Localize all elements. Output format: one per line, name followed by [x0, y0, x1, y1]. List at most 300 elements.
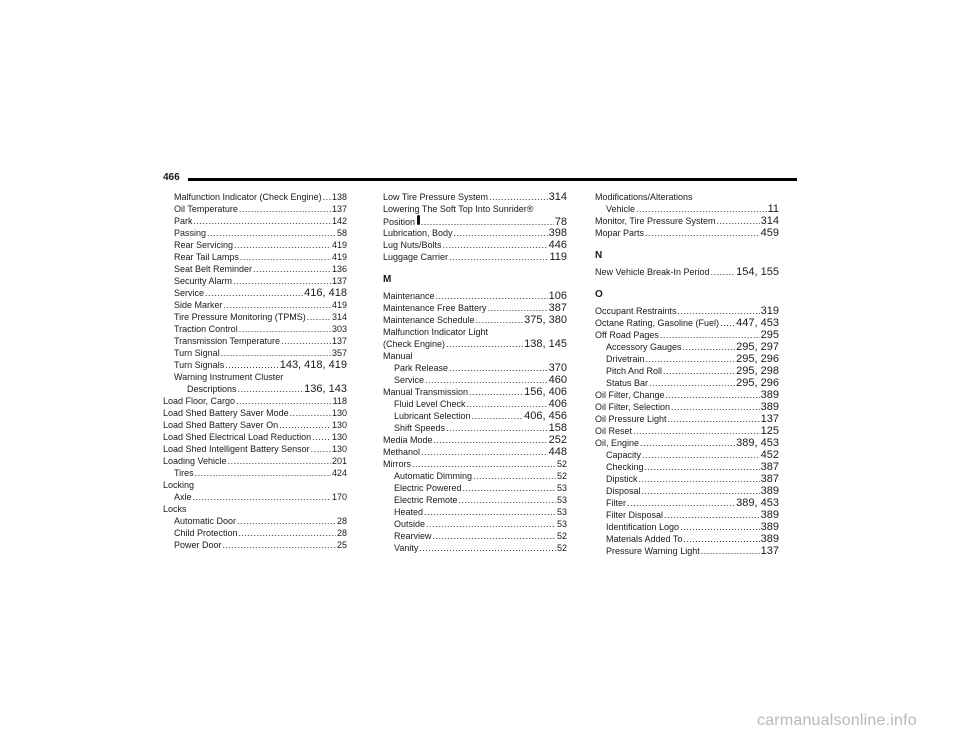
- index-entry-label: Pressure Warning Light: [606, 546, 700, 556]
- index-entry-page: 387: [760, 473, 779, 485]
- leader-dots: [412, 458, 556, 470]
- index-entry: [595, 317, 779, 329]
- index-entry-label: Drivetrain: [606, 354, 645, 364]
- index-entry-label: Traction Control: [174, 324, 238, 334]
- index-entry: [383, 227, 567, 239]
- index-entry: [595, 329, 779, 341]
- index-entry-page: 119: [549, 251, 567, 263]
- leader-dots: [627, 497, 735, 509]
- index-entry: [383, 470, 567, 482]
- index-entry-label: Rear Tail Lamps: [174, 252, 239, 262]
- index-entry: [595, 305, 779, 317]
- leader-dots: [223, 539, 336, 551]
- index-entry: [595, 227, 779, 239]
- index-entry: [163, 407, 347, 419]
- index-column-1: [163, 191, 347, 551]
- index-entry-page: 136: [331, 264, 347, 274]
- index-entry-page: 78: [554, 216, 567, 228]
- index-entry-page: 319: [760, 305, 779, 317]
- index-entry: [163, 275, 347, 287]
- index-entry-label: Warning Instrument Cluster: [174, 372, 284, 382]
- index-entry-label: Fluid Level Check: [394, 399, 466, 409]
- index-entry-page: 314: [760, 215, 779, 227]
- index-entry: [383, 251, 567, 263]
- index-entry: [595, 473, 779, 485]
- index-entry-page: 375, 380: [524, 314, 567, 326]
- leader-dots: [664, 509, 760, 521]
- index-entry: [163, 239, 347, 251]
- index-entry: [595, 545, 779, 557]
- index-entry: [595, 485, 779, 497]
- index-entry: [163, 383, 347, 395]
- index-entry-label: Manual: [383, 351, 413, 361]
- index-entry-page: 142: [331, 216, 347, 226]
- leader-dots: [279, 419, 331, 431]
- leader-dots: [233, 275, 331, 287]
- index-entry-label: Materials Added To: [606, 534, 683, 544]
- index-entry-page: 52: [556, 471, 567, 481]
- index-entry-page: 130: [331, 408, 347, 418]
- index-entry: [383, 458, 567, 470]
- index-entry-page: 137: [331, 336, 347, 346]
- leader-dots: [683, 533, 759, 545]
- index-entry: [383, 350, 567, 362]
- index-entry-label: Side Marker: [174, 300, 223, 310]
- index-entry-page: 389: [760, 401, 779, 413]
- index-entry: [163, 263, 347, 275]
- index-entry-label: Off Road Pages: [595, 330, 659, 340]
- index-entry-label: Octane Rating, Gasoline (Fuel): [595, 318, 720, 328]
- leader-dots: [224, 299, 331, 311]
- index-entry: [595, 191, 779, 203]
- index-entry: [383, 434, 567, 446]
- leader-dots: [717, 215, 760, 227]
- index-entry: [163, 251, 347, 263]
- leader-dots: [237, 515, 336, 527]
- index-entry-label: Power Door: [174, 540, 222, 550]
- index-entry: [383, 302, 567, 314]
- index-entry: [163, 419, 347, 431]
- index-entry-page: 419: [331, 252, 347, 262]
- index-entry: [163, 299, 347, 311]
- index-entry-label: Checking: [606, 462, 644, 472]
- leader-dots: [683, 341, 736, 353]
- index-entry-page: 118: [332, 396, 347, 406]
- index-entry: [595, 533, 779, 545]
- index-entry-page: 447, 453: [736, 317, 779, 329]
- leader-dots: [239, 203, 331, 215]
- index-entry-label: Oil, Engine: [595, 438, 640, 448]
- index-entry-label: Locks: [163, 504, 187, 514]
- leader-dots: [239, 527, 336, 539]
- index-entry-label: Manual Transmission: [383, 387, 469, 397]
- index-entry-page: 130: [331, 420, 347, 430]
- index-entry-label: Load Floor, Cargo: [163, 396, 236, 406]
- index-entry-page: 53: [556, 483, 567, 493]
- index-entry: [163, 395, 347, 407]
- index-entry: [383, 446, 567, 458]
- index-entry: [595, 203, 779, 215]
- index-entry-label: Locking: [163, 480, 195, 490]
- index-entry-label: Security Alarm: [174, 276, 233, 286]
- leader-dots: [419, 542, 556, 554]
- index-entry-label: Electric Remote: [394, 495, 458, 505]
- leader-dots: [436, 290, 548, 302]
- leader-dots: [424, 506, 556, 518]
- index-entry-label: Monitor, Tire Pressure System: [595, 216, 716, 226]
- index-section-letter: O: [595, 289, 603, 300]
- index-entry-label: Oil Filter, Selection: [595, 402, 671, 412]
- index-entry-page: 138: [331, 192, 347, 202]
- index-entry-page: 53: [556, 507, 567, 517]
- index-entry-page: 28: [336, 528, 347, 538]
- index-entry: [383, 530, 567, 542]
- leader-dots: [236, 395, 332, 407]
- leader-dots: [234, 239, 331, 251]
- index-entry-page: 406, 456: [524, 410, 567, 422]
- index-section-letter: M: [383, 274, 392, 285]
- index-entry: [595, 215, 779, 227]
- index-entry-page: 138, 145: [524, 338, 567, 350]
- watermark: carmanualsonline.info: [757, 712, 917, 729]
- index-entry: [163, 335, 347, 347]
- index-entry: [383, 215, 567, 227]
- index-entry: [383, 410, 567, 422]
- index-entry-label: Park Release: [394, 363, 449, 373]
- index-entry: [383, 542, 567, 554]
- index-entry-page: 53: [556, 519, 567, 529]
- index-entry: [383, 290, 567, 302]
- index-entry-page: 387: [548, 302, 567, 314]
- index-entry-label: Service: [174, 288, 205, 298]
- index-entry-label: Low Tire Pressure System: [383, 192, 489, 202]
- leader-dots: [425, 374, 548, 386]
- leader-dots: [290, 407, 331, 419]
- index-entry-page: 11: [767, 203, 779, 215]
- index-entry-label: Loading Vehicle: [163, 456, 227, 466]
- index-entry-label: Tires: [174, 468, 194, 478]
- leader-dots: [701, 545, 760, 557]
- index-entry-label: Maintenance Schedule: [383, 315, 475, 325]
- index-entry-label: Transmission Temperature: [174, 336, 281, 346]
- index-entry-label: Filter: [606, 498, 626, 508]
- index-entry-label: Turn Signals: [174, 360, 225, 370]
- index-entry-label: Mopar Parts: [595, 228, 645, 238]
- index-entry-label: Outside: [394, 519, 426, 529]
- index-entry: [595, 389, 779, 401]
- leader-dots: [205, 287, 303, 299]
- index-entry: [163, 539, 347, 551]
- index-entry: [163, 431, 347, 443]
- index-entry: [595, 425, 779, 437]
- index-entry: [163, 503, 347, 515]
- index-entry-page: 295, 296: [736, 353, 779, 365]
- leader-dots: [253, 263, 331, 275]
- index-entry-label: Mirrors: [383, 459, 411, 469]
- index-entry-label: Position: [383, 217, 416, 227]
- index-entry: [383, 374, 567, 386]
- index-entry: [595, 401, 779, 413]
- index-entry: [595, 353, 779, 365]
- index-entry-page: 389, 453: [736, 497, 779, 509]
- index-entry-label: Service: [394, 375, 425, 385]
- leader-dots: [633, 425, 760, 437]
- index-entry-page: 25: [336, 540, 347, 550]
- index-entry: [163, 287, 347, 299]
- index-entry-label: Accessory Gauges: [606, 342, 682, 352]
- index-entry: [595, 449, 779, 461]
- index-entry-page: 406: [548, 398, 567, 410]
- index-entry-page: 398: [548, 227, 567, 239]
- index-entry-label: Lug Nuts/Bolts: [383, 240, 442, 250]
- index-entry-page: 58: [336, 228, 347, 238]
- index-entry-page: 446: [548, 239, 567, 251]
- leader-dots: [642, 485, 760, 497]
- index-entry-page: 143, 418, 419: [279, 359, 347, 371]
- index-entry-label: Electric Powered: [394, 483, 462, 493]
- leader-dots: [489, 191, 548, 203]
- index-entry-label: Turn Signal: [174, 348, 220, 358]
- leader-dots: [446, 422, 548, 434]
- leader-dots: [663, 365, 735, 377]
- index-entry-label: Maintenance: [383, 291, 435, 301]
- index-entry: [163, 479, 347, 491]
- leader-dots: [473, 470, 556, 482]
- index-entry: [383, 338, 567, 350]
- index-entry-label: Disposal: [606, 486, 641, 496]
- leader-dots: [195, 467, 331, 479]
- leader-dots: [678, 305, 760, 317]
- index-entry: [595, 497, 779, 509]
- leader-dots: [449, 362, 548, 374]
- index-entry: [595, 266, 779, 278]
- index-entry: [595, 521, 779, 533]
- index-entry-label: Pitch And Roll: [606, 366, 663, 376]
- index-entry: [163, 515, 347, 527]
- index-entry-label: Descriptions: [187, 384, 237, 394]
- index-entry-label: Lubricant Selection: [394, 411, 471, 421]
- index-entry-page: 52: [556, 531, 567, 541]
- leader-dots: [668, 413, 760, 425]
- leader-dots: [323, 191, 331, 203]
- index-entry-label: Malfunction Indicator (Check Engine): [174, 192, 322, 202]
- index-entry: [383, 362, 567, 374]
- index-entry-label: Lowering The Soft Top Into Sunrider®: [383, 204, 534, 214]
- leader-dots: [459, 494, 556, 506]
- leader-dots: [639, 473, 760, 485]
- leader-dots: [238, 383, 304, 395]
- index-entry-label: Modifications/Alterations: [595, 192, 693, 202]
- index-entry-page: 106: [548, 290, 567, 302]
- index-entry-label: Load Shed Electrical Load Reduction: [163, 432, 312, 442]
- index-entry-page: 52: [556, 543, 567, 553]
- index-entry-label: Tire Pressure Monitoring (TPMS): [174, 312, 306, 322]
- index-entry-page: 137: [331, 276, 347, 286]
- index-entry-label: Vanity: [394, 543, 419, 553]
- index-entry: [163, 347, 347, 359]
- leader-dots: [666, 389, 760, 401]
- index-entry-label: Load Shed Battery Saver On: [163, 420, 279, 430]
- leader-dots: [680, 521, 760, 533]
- leader-dots: [636, 203, 767, 215]
- index-entry-page: 130: [331, 432, 347, 442]
- index-entry-page: 137: [760, 545, 779, 557]
- leader-dots: [720, 317, 735, 329]
- index-column-2: [383, 191, 567, 554]
- index-entry-page: 460: [548, 374, 567, 386]
- index-entry: [383, 239, 567, 251]
- leader-dots: [228, 455, 331, 467]
- index-entry-page: 137: [331, 204, 347, 214]
- leader-dots: [454, 227, 548, 239]
- index-entry: [595, 377, 779, 389]
- index-entry-label: Lubrication, Body: [383, 228, 453, 238]
- index-entry-label: Occupant Restraints: [595, 306, 677, 316]
- index-entry-page: 154, 155: [736, 266, 779, 278]
- index-entry: [163, 491, 347, 503]
- index-entry-label: Capacity: [606, 450, 642, 460]
- leader-dots: [660, 329, 760, 341]
- leader-dots: [239, 323, 331, 335]
- index-entry-page: 170: [331, 492, 347, 502]
- index-entry: [595, 341, 779, 353]
- index-entry-label: (Check Engine): [383, 339, 446, 349]
- leader-dots: [312, 431, 331, 443]
- leader-dots: [426, 518, 556, 530]
- index-entry: [383, 314, 567, 326]
- leader-dots: [488, 302, 548, 314]
- index-entry: [595, 413, 779, 425]
- index-entry: [383, 518, 567, 530]
- index-entry-page: 416, 418: [304, 287, 347, 299]
- index-entry: [163, 527, 347, 539]
- index-entry-page: 137: [760, 413, 779, 425]
- leader-dots: [476, 314, 524, 326]
- leader-dots: [421, 446, 548, 458]
- leader-dots: [467, 398, 548, 410]
- page-number: 466: [163, 172, 180, 183]
- index-entry: [595, 365, 779, 377]
- index-entry: [383, 326, 567, 338]
- index-entry: [383, 482, 567, 494]
- index-entry-page: 52: [556, 459, 567, 469]
- leader-dots: [443, 239, 548, 251]
- index-entry: [595, 509, 779, 521]
- index-entry-page: 314: [548, 191, 567, 203]
- index-entry-label: Passing: [174, 228, 207, 238]
- index-entry-label: Load Shed Intelligent Battery Sensor: [163, 444, 310, 454]
- index-entry-label: Filter Disposal: [606, 510, 664, 520]
- index-entry-page: 295, 296: [736, 377, 779, 389]
- index-entry-page: 130: [331, 444, 347, 454]
- index-entry-page: 452: [760, 449, 779, 461]
- index-entry-page: 314: [331, 312, 347, 322]
- leader-dots: [645, 461, 760, 473]
- leader-dots: [207, 227, 336, 239]
- index-entry: [163, 455, 347, 467]
- leader-dots: [446, 338, 523, 350]
- leader-dots: [311, 443, 331, 455]
- index-entry-label: Oil Reset: [595, 426, 633, 436]
- index-entry-label: Seat Belt Reminder: [174, 264, 253, 274]
- index-entry-page: 357: [331, 348, 347, 358]
- leader-dots: [671, 401, 760, 413]
- index-entry-label: Oil Temperature: [174, 204, 238, 214]
- index-entry-page: 125: [760, 425, 779, 437]
- index-entry-page: 424: [331, 468, 347, 478]
- index-entry: [383, 494, 567, 506]
- leader-dots: [463, 482, 556, 494]
- index-entry-label: Luggage Carrier: [383, 252, 449, 262]
- leader-dots: [642, 449, 760, 461]
- index-entry-label: Maintenance Free Battery: [383, 303, 487, 313]
- leader-dots: [281, 335, 331, 347]
- leader-dots: [193, 491, 331, 503]
- index-entry-page: 389: [760, 389, 779, 401]
- index-entry: [163, 215, 347, 227]
- leader-dots: [194, 215, 331, 227]
- leader-dots: [225, 359, 279, 371]
- index-entry: [383, 398, 567, 410]
- index-entry-page: 201: [331, 456, 347, 466]
- index-entry-page: 303: [331, 324, 347, 334]
- index-entry-label: Oil Filter, Change: [595, 390, 665, 400]
- leader-dots: [433, 530, 556, 542]
- index-entry: [383, 386, 567, 398]
- index-entry-label: Malfunction Indicator Light: [383, 327, 489, 337]
- index-entry-label: Child Protection: [174, 528, 238, 538]
- index-entry: [595, 437, 779, 449]
- index-entry-label: New Vehicle Break-In Period: [595, 267, 710, 277]
- index-entry-label: Load Shed Battery Saver Mode: [163, 408, 289, 418]
- index-entry-label: Rearview: [394, 531, 432, 541]
- index-entry: [383, 506, 567, 518]
- index-entry-label: Automatic Dimming: [394, 471, 473, 481]
- index-entry-page: 389: [760, 521, 779, 533]
- index-section-letter: N: [595, 250, 603, 261]
- leader-dots: [645, 227, 760, 239]
- play-icon: [417, 215, 420, 225]
- index-entry: [163, 467, 347, 479]
- index-entry-page: 158: [548, 422, 567, 434]
- index-entry-page: 389: [760, 533, 779, 545]
- index-entry: [383, 422, 567, 434]
- index-entry: [163, 311, 347, 323]
- index-entry-page: 136, 143: [304, 383, 347, 395]
- index-entry-label: Media Mode: [383, 435, 433, 445]
- leader-dots: [640, 437, 735, 449]
- index-entry-page: 459: [760, 227, 779, 239]
- leader-dots: [434, 434, 548, 446]
- index-entry-page: 156, 406: [524, 386, 567, 398]
- index-entry: [595, 461, 779, 473]
- leader-dots: [646, 353, 736, 365]
- index-entry-label: Methanol: [383, 447, 421, 457]
- index-entry: [163, 227, 347, 239]
- header-rule: [188, 178, 797, 181]
- index-entry-label: Axle: [174, 492, 192, 502]
- index-entry-page: 295, 298: [736, 365, 779, 377]
- index-entry-page: 53: [556, 495, 567, 505]
- leader-dots: [240, 251, 331, 263]
- leader-dots: [221, 347, 331, 359]
- index-entry-label: Vehicle: [606, 204, 636, 214]
- index-entry-label: Status Bar: [606, 378, 649, 388]
- index-entry-label: Heated: [394, 507, 424, 517]
- index-entry: [163, 323, 347, 335]
- index-entry: [163, 443, 347, 455]
- leader-dots: [449, 251, 548, 263]
